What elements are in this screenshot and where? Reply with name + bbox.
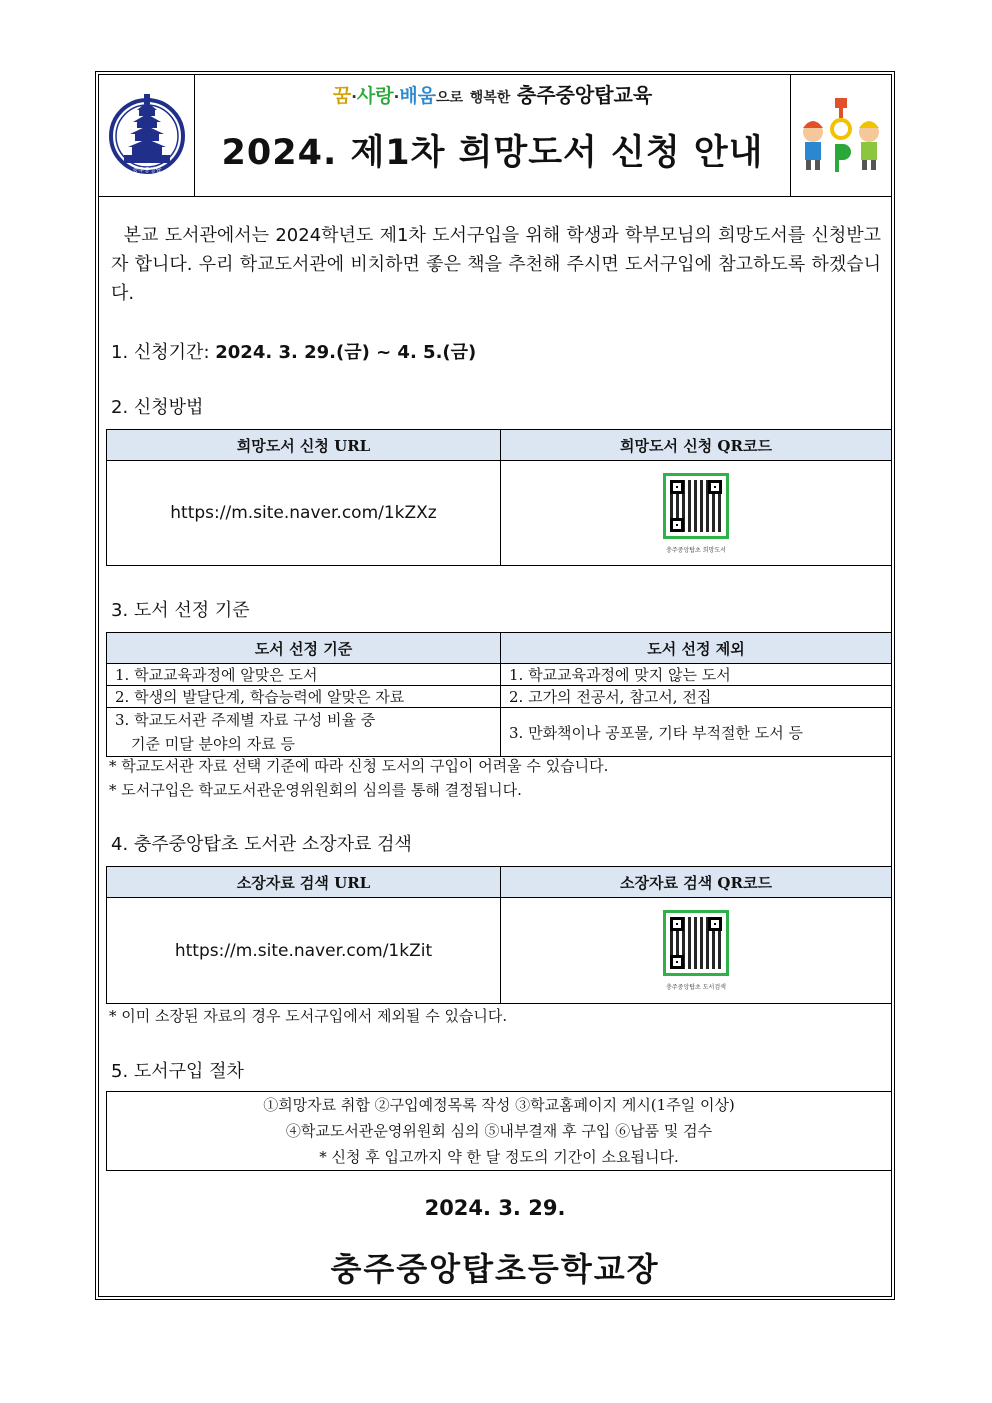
application-period: 2024. 3. 29.(금) ~ 4. 5.(금) [215, 342, 477, 363]
slogan: 꿈·사랑·배움으로 행복한 충주중앙탑교육 [332, 83, 653, 107]
search-url[interactable]: https://m.site.naver.com/1kZit [107, 898, 501, 1004]
criteria-exclude-3: 3. 만화책이나 공포물, 기타 부적절한 도서 등 [501, 708, 892, 757]
section-5-heading: 5. 도서구입 절차 [111, 1061, 244, 1082]
procedure-box [106, 1091, 892, 1171]
search-table [106, 866, 892, 1004]
criteria-include-3: 3. 학교도서관 주제별 자료 구성 비율 중 [115, 711, 376, 729]
slogan-word-3: 배움 [399, 85, 437, 107]
criteria-include-3-cell [107, 708, 501, 757]
search-note: * 이미 소장된 자료의 경우 도서구입에서 제외될 수 있습니다. [109, 1007, 508, 1025]
page-title: 2024. 제1차 희망도서 신청 안내 [221, 133, 764, 173]
school-logo-cell [99, 75, 195, 196]
request-table [106, 429, 892, 566]
section-4-heading: 4. 충주중앙탑초 도서관 소장자료 검색 [111, 834, 412, 855]
top-mascot-cell [790, 75, 891, 196]
request-url-header: 희망도서 신청 URL [107, 430, 501, 461]
slogan-word-1: 꿈 [332, 85, 352, 107]
criteria-include-header: 도서 선정 기준 [107, 633, 501, 664]
document-date: 2024. 3. 29. [424, 1196, 566, 1220]
slogan-word-2: 사랑 [356, 85, 394, 107]
procedure-line-1: ①희망자료 취합 ②구입예정목록 작성 ③학교홈페이지 게시(1주일 이상) [263, 1096, 735, 1114]
request-url[interactable]: https://m.site.naver.com/1kZXz [107, 461, 501, 566]
slogan-word-5: 행복한 [469, 90, 511, 106]
procedure-line-2: ④학교도서관운영위원회 심의 ⑤내부결재 후 구입 ⑥납품 및 검수 [285, 1122, 713, 1140]
search-qr-code-icon[interactable] [663, 910, 729, 976]
request-qr-code-icon[interactable] [663, 473, 729, 539]
logo-text: 충주중앙탑 [132, 166, 161, 174]
criteria-table [106, 632, 892, 757]
criteria-exclude-1: 1. 학교교육과정에 맞지 않는 도서 [501, 664, 892, 686]
criteria-include-3-line2: 기준 미달 분야의 자료 등 [131, 735, 295, 753]
section-3-heading: 3. 도서 선정 기준 [111, 600, 250, 621]
intro-text: 본교 도서관에서는 2024학년도 제1차 도서구입을 위해 학생과 학부모님의 희망도서를 신청받고자 합니다. 우리 학교도서관에 비치하면 좋은 책을 추천해 주시면 도서구입에 참고하도록 하겠습니다. [111, 225, 881, 304]
title-cell [195, 75, 790, 196]
school-logo-icon [108, 90, 186, 182]
intro-paragraph [111, 221, 881, 308]
request-qr-caption: 충주중앙탑초 희망도서 [666, 546, 726, 554]
criteria-include-1: 1. 학교교육과정에 알맞은 도서 [107, 664, 501, 686]
header [99, 75, 891, 197]
search-qr-caption: 충주중앙탑초 도서검색 [666, 984, 726, 991]
top-mascot-icon [795, 96, 887, 176]
search-url-header: 소장자료 검색 URL [107, 867, 501, 898]
principal-signature: 충주중앙탑초등학교장 [330, 1250, 660, 1288]
slogan-word-4: 으로 [436, 90, 464, 106]
search-qr-cell [501, 898, 892, 1004]
document-inner-frame [98, 74, 892, 1297]
section-1 [111, 338, 476, 364]
procedure-line-3: * 신청 후 입고까지 약 한 달 정도의 기간이 소요됩니다. [319, 1148, 679, 1166]
slogan-word-6: 충주중앙탑교육 [516, 83, 653, 107]
criteria-exclude-2: 2. 고가의 전공서, 참고서, 전집 [501, 686, 892, 708]
request-qr-cell [501, 461, 892, 566]
content [99, 197, 891, 1296]
request-qr-header: 희망도서 신청 QR코드 [501, 430, 892, 461]
section-1-label: 1. 신청기간: [111, 342, 210, 363]
document-frame [95, 71, 895, 1300]
criteria-exclude-header: 도서 선정 제외 [501, 633, 892, 664]
section-2-heading: 2. 신청방법 [111, 397, 204, 418]
criteria-note-1: * 학교도서관 자료 선택 기준에 따라 신청 도서의 구입이 어려울 수 있습니다. [109, 757, 609, 775]
criteria-include-2: 2. 학생의 발달단계, 학습능력에 알맞은 자료 [107, 686, 501, 708]
criteria-note-2: * 도서구입은 학교도서관운영위원회의 심의를 통해 결정됩니다. [109, 781, 522, 799]
search-qr-header: 소장자료 검색 QR코드 [501, 867, 892, 898]
